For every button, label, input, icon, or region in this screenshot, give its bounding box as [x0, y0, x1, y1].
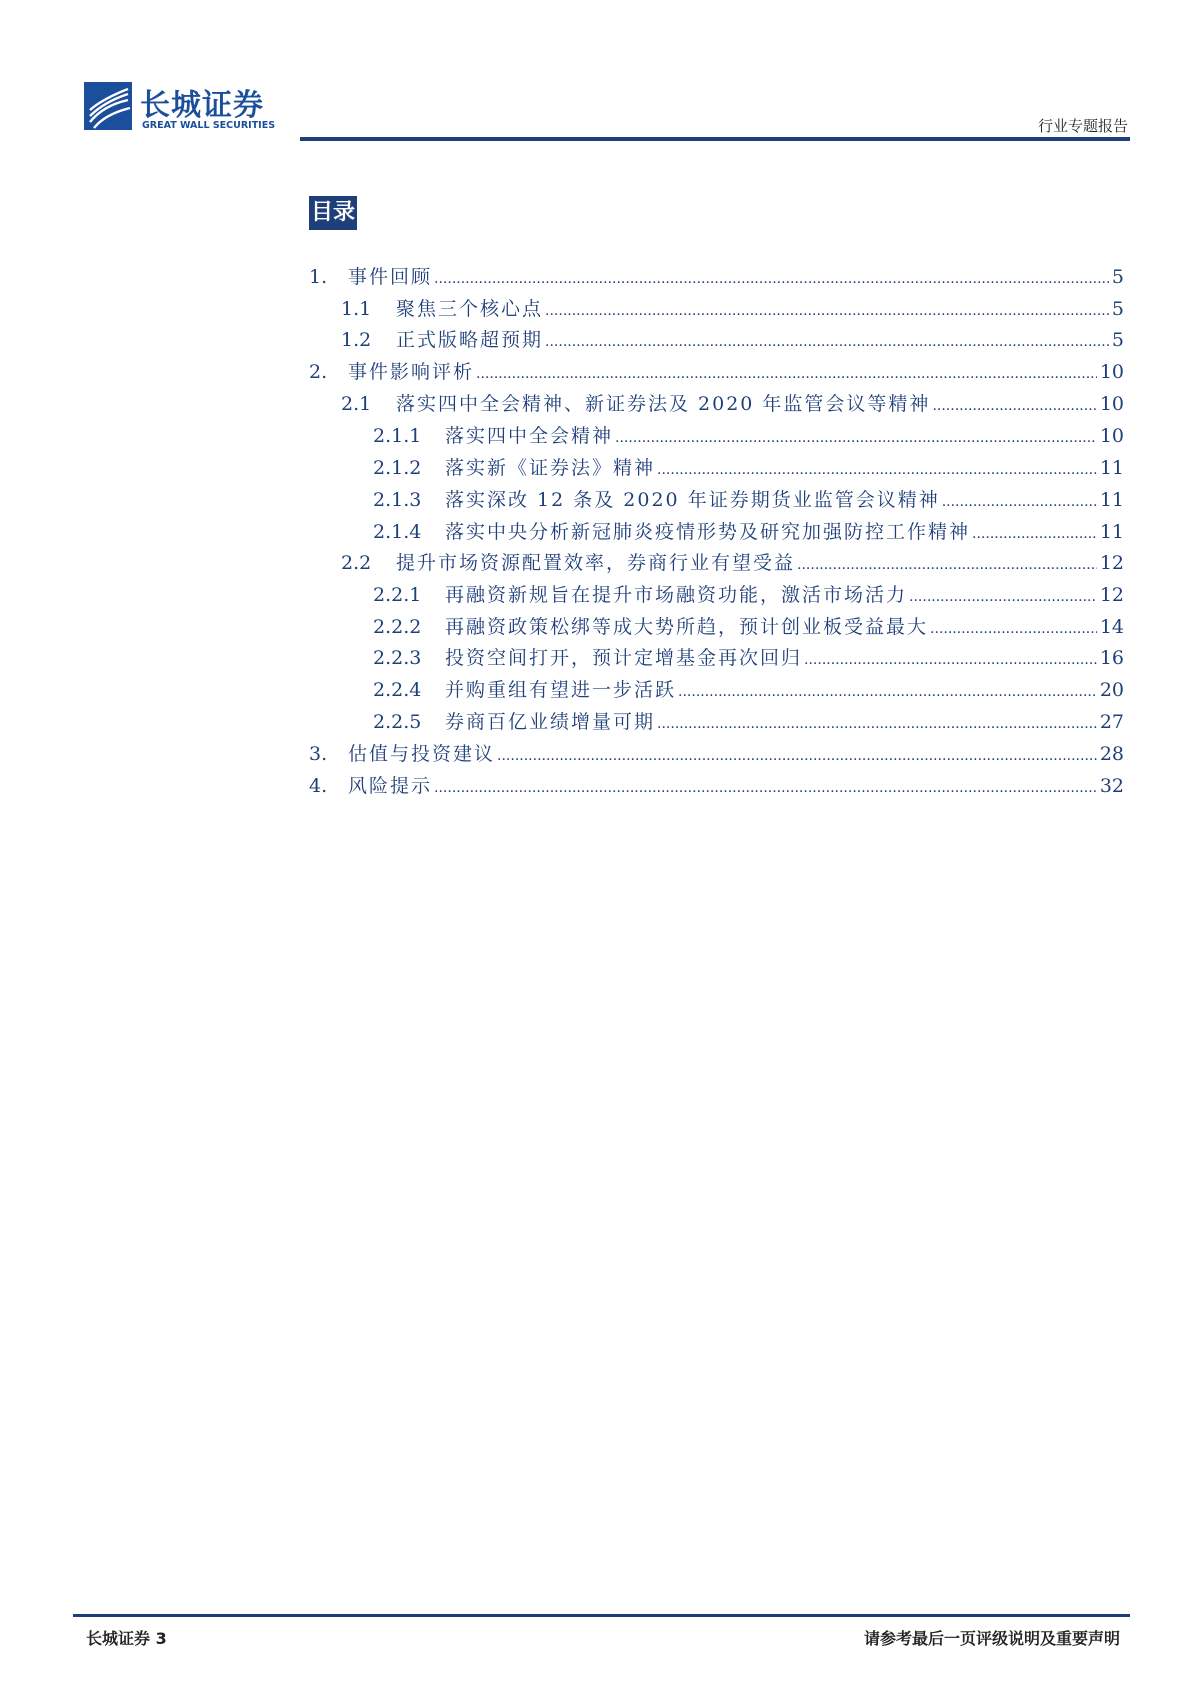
toc-leader-dots — [615, 423, 1097, 453]
toc-entry-label: 聚焦三个核心点 — [396, 298, 544, 320]
toc-entry-page: 16 — [1099, 647, 1124, 669]
toc-entry-page: 28 — [1099, 743, 1124, 765]
toc-entry-label: 券商百亿业绩增量可期 — [445, 711, 656, 733]
toc-entry[interactable] — [373, 485, 1124, 515]
toc-title: 目录 — [309, 196, 357, 230]
toc-entry-label: 再融资政策松绑等成大势所趋，预计创业板受益最大 — [445, 616, 929, 638]
toc-entry-number: 2.1.2 — [373, 457, 422, 479]
toc-entry-number: 2.2.3 — [373, 647, 422, 669]
toc-entry[interactable] — [341, 294, 1124, 324]
toc-entry[interactable] — [309, 357, 1124, 387]
toc-entry[interactable] — [341, 325, 1124, 355]
toc-leader-dots — [545, 296, 1109, 326]
toc-leader-dots — [804, 645, 1097, 675]
toc-leader-dots — [797, 550, 1097, 580]
toc-entry-page: 11 — [1099, 457, 1124, 479]
toc-entry-page: 10 — [1099, 393, 1124, 415]
toc-entry-page: 27 — [1099, 711, 1124, 733]
footer-disclaimer: 请参考最后一页评级说明及重要声明 — [863, 1629, 1120, 1648]
toc-entry-label: 落实四中全会精神 — [445, 425, 614, 447]
toc-leader-dots — [545, 327, 1109, 357]
toc-entry-number: 2.2 — [341, 552, 372, 574]
toc-entry[interactable] — [309, 262, 1124, 292]
header-divider — [300, 137, 1130, 141]
toc-entry-label: 落实新《证券法》精神 — [445, 457, 656, 479]
report-type-label: 行业专题报告 — [1037, 117, 1128, 135]
toc-entry-page: 20 — [1099, 679, 1124, 701]
toc-entry-page: 11 — [1099, 489, 1124, 511]
toc-entry[interactable] — [373, 580, 1124, 610]
toc-entry-number: 2.2.2 — [373, 616, 422, 638]
toc-leader-dots — [657, 709, 1097, 739]
toc-entry-label: 事件回顾 — [348, 266, 433, 288]
toc-entry[interactable] — [373, 612, 1124, 642]
toc-entry-label: 事件影响评析 — [348, 361, 475, 383]
toc-entry[interactable] — [309, 739, 1124, 769]
toc-entry-label: 并购重组有望进一步活跃 — [445, 679, 677, 701]
company-logo — [84, 80, 304, 136]
toc-entry-page: 10 — [1099, 425, 1124, 447]
toc-entry-label: 投资空间打开，预计定增基金再次回归 — [445, 647, 803, 669]
great-wall-logo-icon — [84, 82, 132, 130]
toc-leader-dots — [497, 741, 1097, 771]
toc-entry-label: 落实中央分析新冠肺炎疫情形势及研究加强防控工作精神 — [445, 521, 971, 543]
toc-entry[interactable] — [373, 643, 1124, 673]
toc-leader-dots — [434, 264, 1109, 294]
toc-leader-dots — [678, 677, 1097, 707]
toc-entry-number: 1. — [309, 266, 328, 288]
toc-entry-number: 2. — [309, 361, 328, 383]
toc-leader-dots — [930, 614, 1097, 644]
toc-entry-page: 12 — [1099, 552, 1124, 574]
toc-leader-dots — [972, 519, 1097, 549]
toc-entry-page: 5 — [1111, 298, 1124, 320]
toc-leader-dots — [942, 487, 1097, 517]
toc-entry[interactable] — [341, 548, 1124, 578]
toc-leader-dots — [434, 773, 1097, 803]
toc-entry[interactable] — [309, 771, 1124, 801]
toc-entry-label: 落实深改 12 条及 2020 年证券期货业监管会议精神 — [445, 489, 940, 511]
toc-entry-number: 3. — [309, 743, 328, 765]
toc-entry[interactable] — [373, 517, 1124, 547]
toc-entry[interactable] — [341, 389, 1124, 419]
toc-entry-label: 落实四中全会精神、新证券法及 2020 年监管会议等精神 — [396, 393, 931, 415]
toc-entry-label: 提升市场资源配置效率，券商行业有望受益 — [396, 552, 796, 574]
toc-entry[interactable] — [373, 707, 1124, 737]
toc-entry-number: 2.1.4 — [373, 521, 422, 543]
toc-entry-page: 11 — [1099, 521, 1124, 543]
toc-entry-number: 2.2.4 — [373, 679, 422, 701]
toc-entry-number: 2.1.1 — [373, 425, 422, 447]
toc-entry[interactable] — [373, 421, 1124, 451]
toc-entry-number: 1.1 — [341, 298, 372, 320]
toc-entry-page: 5 — [1111, 329, 1124, 351]
toc-leader-dots — [932, 391, 1096, 421]
toc-entry-label: 再融资新规旨在提升市场融资功能，激活市场活力 — [445, 584, 908, 606]
toc-entry-number: 2.2.5 — [373, 711, 422, 733]
toc-entry-page: 10 — [1099, 361, 1124, 383]
toc-entry-number: 2.1 — [341, 393, 372, 415]
footer-divider — [73, 1614, 1130, 1617]
toc-leader-dots — [476, 359, 1097, 389]
toc-entry-number: 2.2.1 — [373, 584, 422, 606]
toc-entry-page: 32 — [1099, 775, 1124, 797]
toc-entry-number: 4. — [309, 775, 328, 797]
toc-entry-page: 14 — [1099, 616, 1124, 638]
toc-entry-number: 2.1.3 — [373, 489, 422, 511]
toc-entry[interactable] — [373, 453, 1124, 483]
toc-entry-label: 估值与投资建议 — [348, 743, 496, 765]
footer-page-label: 长城证券 3 — [86, 1629, 167, 1648]
toc-entry-page: 12 — [1099, 584, 1124, 606]
toc-entry-number: 1.2 — [341, 329, 372, 351]
toc-entry[interactable] — [373, 675, 1124, 705]
toc-entry-label: 正式版略超预期 — [396, 329, 544, 351]
toc-entry-label: 风险提示 — [348, 775, 433, 797]
logo-english-name: GREAT WALL SECURITIES — [142, 120, 276, 131]
toc-leader-dots — [657, 455, 1097, 485]
toc-leader-dots — [909, 582, 1097, 612]
toc-entry-page: 5 — [1111, 266, 1124, 288]
logo-chinese-name: 长城证券 — [140, 88, 264, 123]
